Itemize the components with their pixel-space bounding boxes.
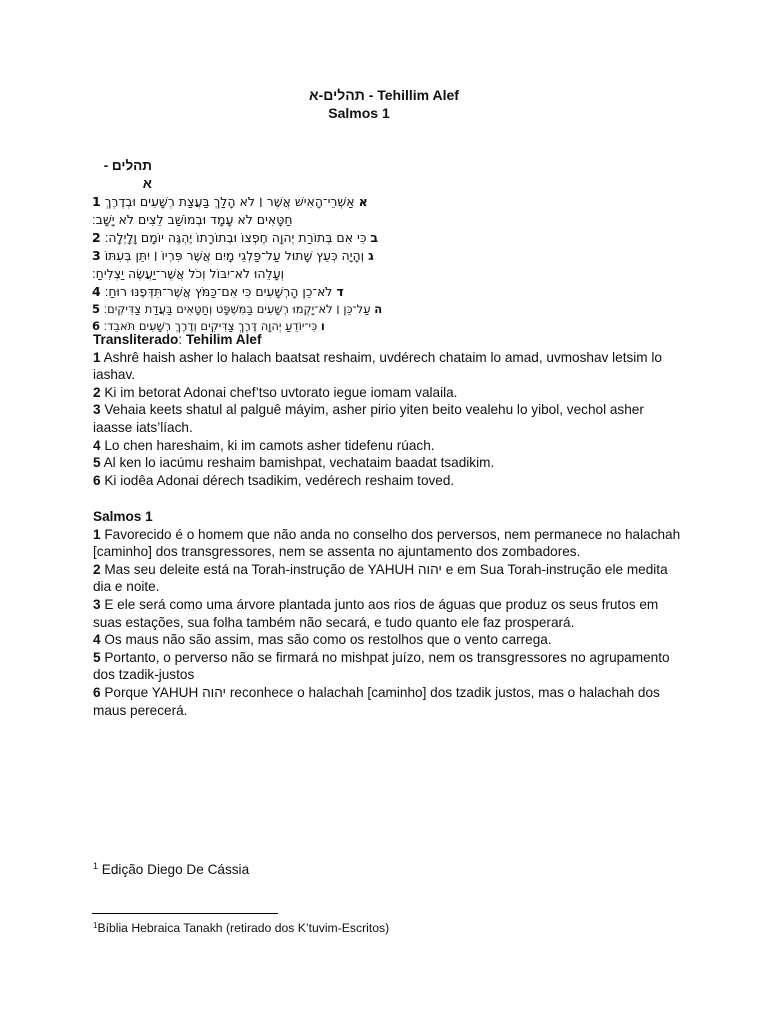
transliteration-verse (93, 437, 683, 455)
hebrew-verse-line (92, 265, 392, 283)
hebrew-verse-text: וְהָיָה כְּעֵץ שָׁתוּל עַל־פַּלְגֵי מָיִם אֲשֶׁר פִּרְיוֹ ׀ יִתֵּן בְּעִתּוֹ (104, 248, 365, 263)
verse-number: 3 (93, 596, 101, 612)
footnote (93, 921, 389, 935)
verse-text: Vehaia keets shatul al palguê máyim, asher pirio yiten beito vealehu lo yibol, vechol asher iaasse iats’líach. (93, 402, 644, 435)
transliteration-section (93, 331, 683, 489)
edition-note (93, 861, 249, 877)
salmos-title: Salmos 1 (93, 509, 153, 524)
verse-text: Al ken lo iacúmu reshaim bamishpat, vechataim baadat tsadikim. (100, 455, 495, 471)
verse-text: Ki iodêa Adonai dérech tsadikim, vedérech reshaim toved. (100, 472, 455, 488)
hebrew-verse-line (92, 211, 392, 229)
hebrew-verse-text: חַטָּאִים לֹא עָמָד וּבְמוֹשַׁב לֵצִים לֹא יָשָׁב׃ (92, 212, 293, 227)
salmos-verse (93, 649, 683, 684)
transliteration-verse (93, 401, 683, 436)
transliteration-verse (93, 472, 683, 490)
verse-text: Ki im betorat Adonai chef’tso uvtorato iegue iomam valaila. (100, 384, 458, 400)
verse-text: Os maus não são assim, mas são como os restolhos que o vento carrega. (100, 632, 552, 648)
hebrew-verse-letter: ו (320, 318, 325, 333)
verse-text: Portanto, o perverso não se firmará no mishpat juízo, nem os transgressores no agrupamento dos tzadik-justos (93, 649, 670, 683)
verse-text: Lo chen hareshaim, ki im camots asher tidefenu rúach. (100, 437, 435, 453)
transliteration-title: Transliterado: Tehilim Alef (93, 332, 262, 347)
verse-text: Porque YAHUH יהוה reconhece o halachah [caminho] dos tzadik justos, mas o halachah dos maus perecerá. (93, 684, 660, 718)
salmos-verse (93, 684, 683, 719)
hebrew-verse-letter: ג (368, 248, 374, 263)
transliteration-verse (93, 349, 683, 384)
verse-number: 5 (93, 649, 101, 665)
hebrew-verse-line (92, 247, 392, 265)
verse-number: 3 (93, 402, 101, 418)
verse-number: 6 (93, 472, 101, 488)
hebrew-verse-text: וְעָלֵהוּ לֹא־יִבּוֹל וְכֹל אֲשֶׁר־יַעֲשֶׂה יַצְלִיחַ׃ (92, 266, 285, 281)
verse-number: 6 (93, 684, 101, 700)
verse-number: 4 (93, 437, 101, 453)
footnote-marker: 1 (93, 921, 98, 930)
salmos-verse (93, 526, 683, 561)
hebrew-verse-number: 5 (92, 302, 101, 316)
hebrew-verse-text: עַל־כֵּן ׀ לֹא־יָקֻמוּ רְשָׁעִים בַּמִּשְׁפָּט וְחַטָּאִים בַּעֲדַת צַדִּיקִים׃ (103, 302, 371, 316)
verse-number: 5 (93, 455, 101, 471)
hebrew-verse-letter: א (358, 194, 368, 209)
hebrew-verse-text: כִּי אִם בְּתוֹרַת יְהוָה חֶפְצוֹ וּבְתוֹרָתוֹ יֶהְגֶּה יוֹמָם וָלָיְלָה׃ (104, 230, 367, 245)
footnote-text: Bíblia Hebraica Tanakh (retirado dos K’tuvim-Escritos) (97, 921, 390, 935)
verse-text: Ashrê haish asher lo halach baatsat reshaim, uvdérech chataim lo amad, uvmoshav letsim lo iashav. (93, 349, 662, 383)
hebrew-verse-letter: ב (370, 230, 379, 245)
hebrew-verse-number: 1 (92, 194, 101, 209)
hebrew-verse-line (92, 301, 392, 318)
hebrew-verse-number: 3 (92, 248, 101, 263)
header-subtitle: Salmos 1 (328, 104, 390, 121)
salmos-section (93, 508, 683, 719)
hebrew-verse-letter: ה (374, 302, 383, 316)
hebrew-verse-letter: ד (336, 284, 344, 299)
verse-number: 1 (93, 349, 101, 365)
header-title: תהלים-א - Tehillim Alef (309, 87, 459, 103)
transliteration-verse (93, 454, 683, 472)
hebrew-verse-number: 2 (92, 230, 101, 245)
verse-number: 2 (93, 561, 101, 577)
verse-number: 1 (93, 526, 101, 542)
hebrew-verse-text: אַשְׁרֵי־הָאִישׁ אֲשֶׁר ׀ לֹא הָלַךְ בַּעֲצַת רְשָׁעִים וּבְדֶרֶךְ (104, 194, 355, 209)
edition-note-text: Edição Diego De Cássia (98, 862, 250, 877)
hebrew-title: תהלים - א (103, 158, 152, 191)
hebrew-verse-text: לֹא־כֵן הָרְשָׁעִים כִּי אִם־כַּמֹּץ אֲשֶׁר־תִּדְּפֶנּוּ רוּחַ׃ (104, 284, 333, 299)
salmos-verse (93, 596, 683, 631)
hebrew-verse-line (92, 229, 392, 247)
page-header (0, 87, 768, 122)
hebrew-verse-number: 6 (92, 318, 101, 333)
verse-text: Mas seu deleite está na Torah-instrução de YAHUH יהוה e em Sua Torah-instrução ele medita dia e noite. (93, 561, 668, 595)
hebrew-text-block (92, 157, 392, 334)
hebrew-verse-text: כִּי־יוֹדֵעַ יְהוָה דֶּרֶךְ צַדִּיקִים וְדֶרֶךְ רְשָׁעִים תֹּאבֵד׃ (103, 318, 318, 333)
hebrew-verse-number: 4 (92, 284, 101, 299)
verse-text: Favorecido é o homem que não anda no conselho dos perversos, nem permanece no halachah [caminho] dos transgressores, nem se assenta no ajuntamento dos zombadores. (93, 526, 681, 560)
edition-note-marker: 1 (93, 861, 99, 871)
verse-number: 4 (93, 632, 101, 648)
salmos-verse (93, 631, 683, 649)
transliteration-verse (93, 384, 683, 402)
salmos-verse (93, 561, 683, 596)
footnote-divider (92, 913, 278, 914)
hebrew-verse-line (92, 283, 392, 301)
verse-text: E ele será como uma árvore plantada junto aos rios de águas que produz os seus frutos em suas estações, sua folha também não secará, e tudo quanto ele faz prosperará. (93, 596, 659, 630)
verse-number: 2 (93, 384, 101, 400)
hebrew-verse-line (92, 193, 392, 211)
